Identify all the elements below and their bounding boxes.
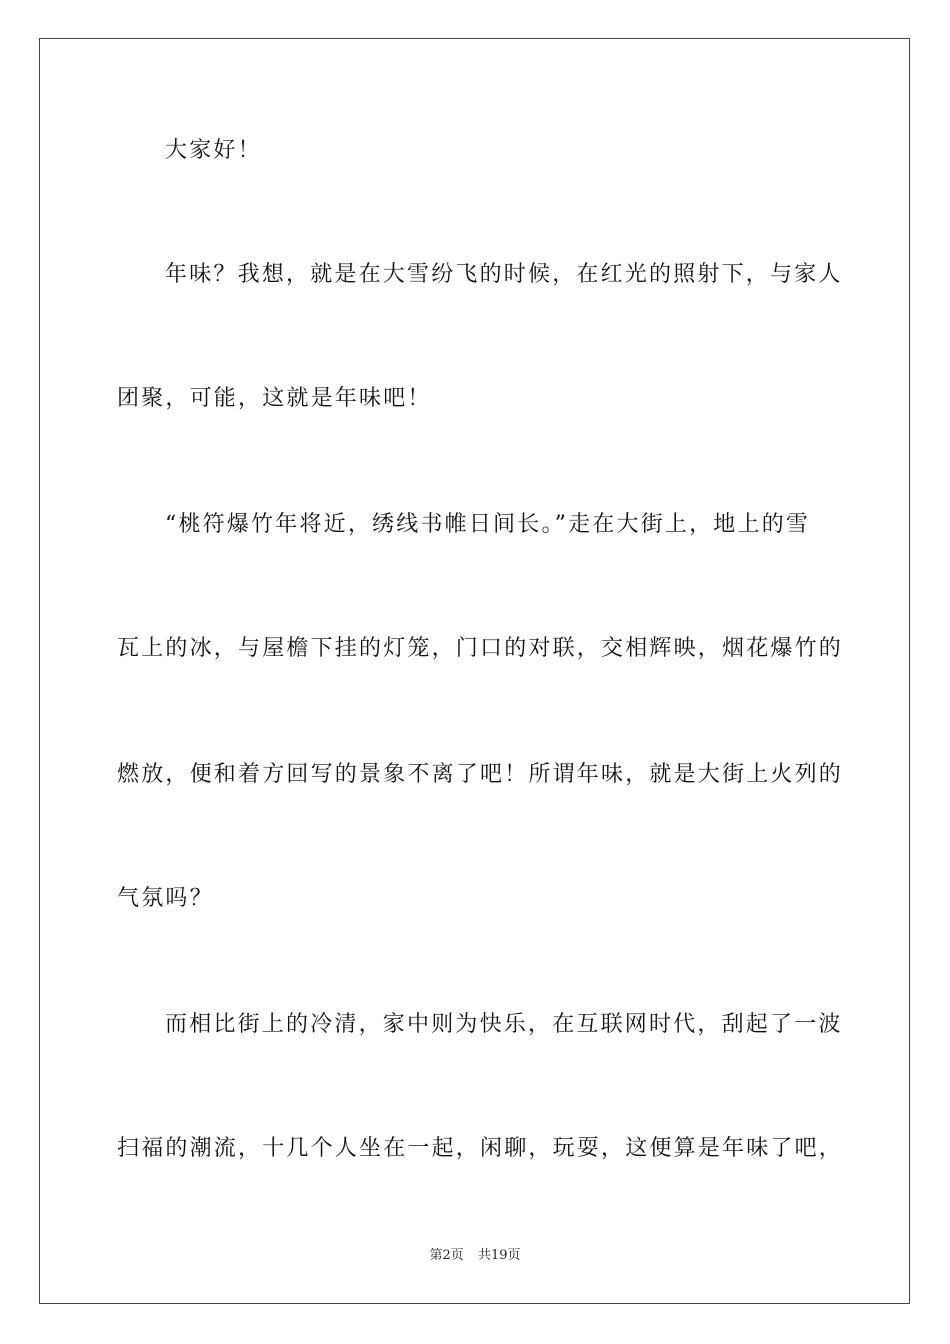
paragraph-line: 燃放，便和着方回写的景象不离了吧！所谓年味，就是大街上火列的 bbox=[117, 762, 844, 787]
greeting-line: 大家好！ bbox=[165, 138, 262, 163]
paragraph-line: 瓦上的冰，与屋檐下挂的灯笼，门口的对联，交相辉映，烟花爆竹的 bbox=[117, 636, 844, 661]
paragraph-line: 而相比街上的冷清，家中则为快乐，在互联网时代，刮起了一波 bbox=[165, 1012, 843, 1037]
paragraph-line: 年味？我想，就是在大雪纷飞的时候，在红光的照射下，与家人 bbox=[165, 262, 843, 287]
page-footer bbox=[0, 1247, 950, 1265]
page-total: 共19页 bbox=[477, 1248, 521, 1263]
paragraph-line: 团聚，可能，这就是年味吧！ bbox=[117, 386, 432, 411]
paragraph-line: 扫福的潮流，十几个人坐在一起，闲聊，玩耍，这便算是年味了吧， bbox=[117, 1136, 844, 1161]
page-number: 第2页 bbox=[429, 1248, 464, 1263]
paragraph-line: 气氛吗？ bbox=[117, 886, 214, 911]
paragraph-line: “桃符爆竹年将近，绣线书帷日间长。”走在大街上，地上的雪 bbox=[165, 512, 811, 537]
page-frame bbox=[39, 38, 910, 1304]
